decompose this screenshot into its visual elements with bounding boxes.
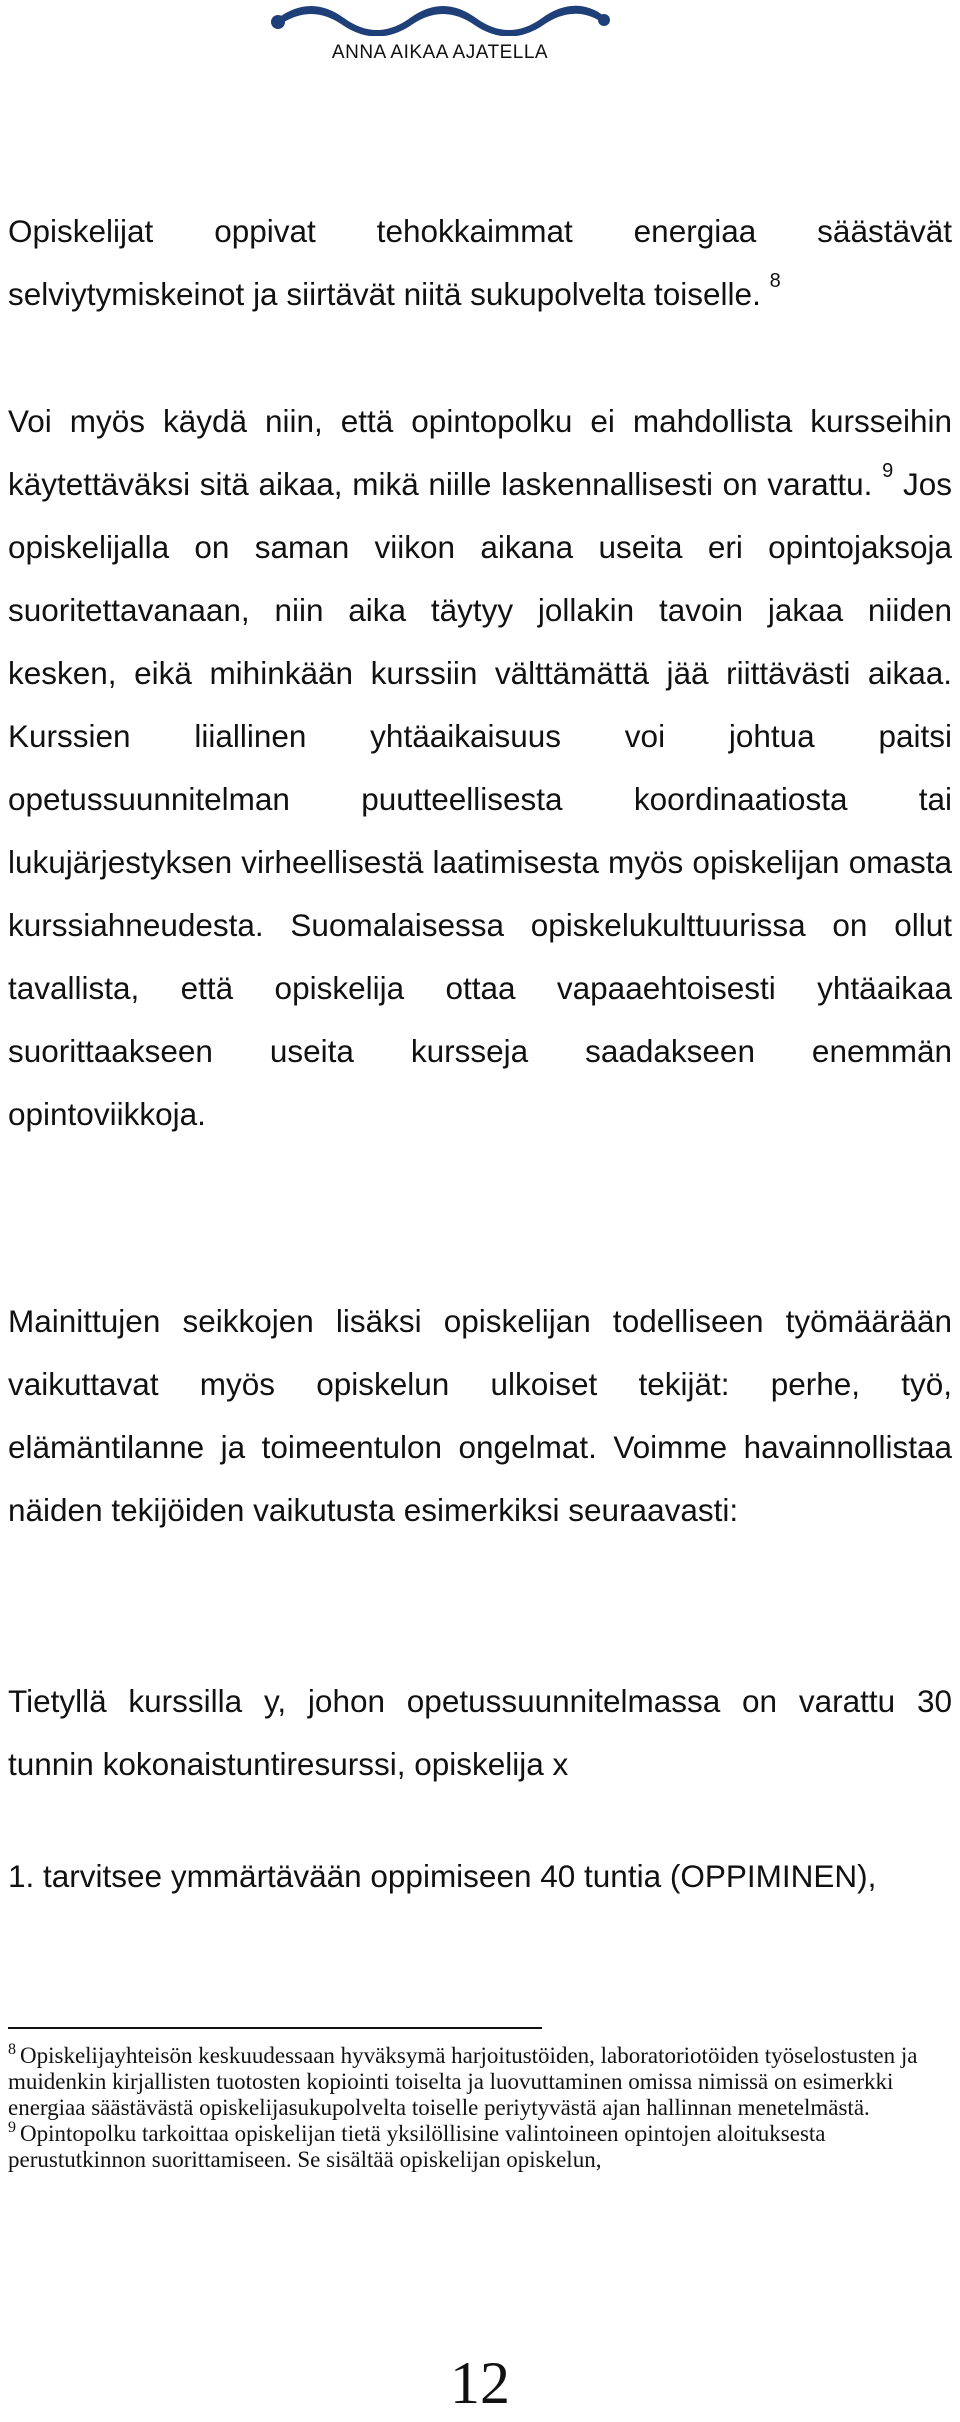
logo-text: ANNA AIKAA AJATELLA bbox=[331, 42, 549, 63]
paragraph-2 bbox=[8, 390, 952, 1146]
paragraph-5: 1. tarvitsee ymmärtävään oppimiseen 40 tuntia (OPPIMINEN), bbox=[8, 1858, 877, 1894]
footnote-ref-9[interactable]: 9 bbox=[882, 460, 894, 482]
footnote-text: Opiskelijayhteisön keskuudessaan hyväksymä harjoitustöiden, laboratoriotöiden työselostusten ja muidenkin kirjallisten tuotosten kopiointi toiselta ja luovuttaminen omissa nimissä on esimerkki energiaa säästävästä opiskelijasukupolvelta toiselle periytyvästä ajan hallinnan menetelmästä. bbox=[8, 2043, 918, 2120]
paragraph-2-text-a: Voi myös käydä niin, että opintopolku ei mahdollista kursseihin käytettäväksi sitä aikaa, mikä niille laskennallisesti on varattu. bbox=[8, 403, 952, 502]
footnote-text: Opintopolku tarkoittaa opiskelijan tietä yksilöllisine valintoineen opintojen aloituksesta perustutkinnon suorittamiseen. Se sisältää opiskelijan opiskelun, bbox=[8, 2121, 826, 2172]
paragraph-1-text: Opiskelijat oppivat tehokkaimmat energiaa säästävät selviytymiskeinot ja siirtävät niitä sukupolvelta toiselle. bbox=[8, 213, 952, 312]
footnote-number: 9 bbox=[8, 2119, 16, 2136]
footnote-8 bbox=[8, 2043, 924, 2121]
footnote-9 bbox=[8, 2121, 924, 2173]
header-logo bbox=[270, 0, 610, 72]
page-number: 12 bbox=[450, 2350, 510, 2416]
footnotes bbox=[8, 2043, 924, 2173]
footnote-ref-8[interactable]: 8 bbox=[769, 270, 781, 292]
paragraph-2-text-b: Jos opiskelijalla on saman viikon aikana useita eri opintojaksoja suoritettavanaan, niin aika täytyy jollakin tavoin jakaa niiden kesken, eikä mihinkään kurssiin välttämättä jää riittävästi aikaa. Kurssien liiallinen yhtäaikaisuus voi johtua paitsi opetussuunnitelman puutteellisesta koordinaatiosta tai lukujärjestyksen virheellisestä laatimisesta myös opiskelijan omasta kurssiahneudesta. Suomalaisessa opiskelukulttuurissa on ollut tavallista, että opiskelija ottaa vapaaehtoisesti yhtäaikaa suorittaakseen useita kursseja saadakseen enemmän opintoviikkoja. bbox=[8, 466, 952, 1132]
wave-logo-icon bbox=[270, 0, 610, 36]
paragraph-4: Tietyllä kurssilla y, johon opetussuunnitelmassa on varattu 30 tunnin kokonaistuntiresurssi, opiskelija x bbox=[8, 1683, 952, 1782]
footnote-divider bbox=[8, 2027, 542, 2029]
paragraph-3: Mainittujen seikkojen lisäksi opiskelijan todelliseen työmäärään vaikuttavat myös opiskelun ulkoiset tekijät: perhe, työ, elämäntilanne ja toimeentulon ongelmat. Voimme havainnollistaa näiden tekijöiden vaikutusta esimerkiksi seuraavasti: bbox=[8, 1303, 952, 1528]
paragraph-1 bbox=[8, 200, 952, 326]
footnote-number: 8 bbox=[8, 2041, 16, 2058]
